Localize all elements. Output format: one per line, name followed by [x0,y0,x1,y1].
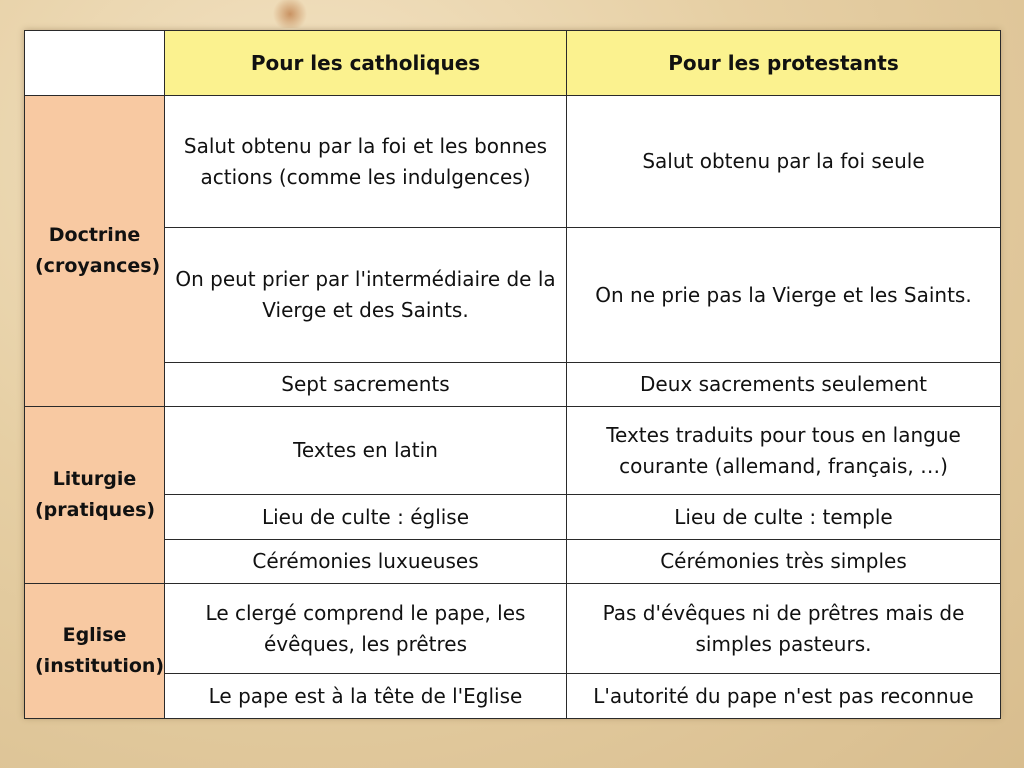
corner-cell [25,31,165,96]
protestant-cell: Lieu de culte : temple [567,495,1001,540]
catholic-cell: Sept sacrements [165,363,567,407]
category-title: Doctrine [48,223,141,246]
protestant-cell: Deux sacrements seulement [567,363,1001,407]
category-eglise [25,584,165,719]
table-row [25,540,1001,584]
catholic-cell: Le clergé comprend le pape, les évêques, les prêtres [165,584,567,674]
category-subtitle: (institution) [35,655,165,677]
protestant-cell: Salut obtenu par la foi seule [567,96,1001,228]
category-doctrine [25,96,165,407]
protestant-cell: Pas d'évêques ni de prêtres mais de simples pasteurs. [567,584,1001,674]
category-title: Liturgie [52,467,137,490]
catholic-cell: Le pape est à la tête de l'Eglise [165,674,567,719]
table-row [25,228,1001,363]
table-row [25,584,1001,674]
header-catholics: Pour les catholiques [165,31,567,96]
table-row [25,674,1001,719]
header-row [25,31,1001,96]
catholic-cell: On peut prier par l'intermédiaire de la Vierge et des Saints. [165,228,567,363]
table-row [25,363,1001,407]
category-title: Eglise [62,623,127,646]
category-subtitle: (croyances) [35,255,161,277]
protestant-cell: L'autorité du pape n'est pas reconnue [567,674,1001,719]
catholic-cell: Textes en latin [165,407,567,495]
protestant-cell: Cérémonies très simples [567,540,1001,584]
category-subtitle: (pratiques) [35,499,156,521]
comparison-sheet [24,30,1000,718]
category-liturgie [25,407,165,584]
catholic-cell: Lieu de culte : église [165,495,567,540]
table-row [25,96,1001,228]
protestant-cell: On ne prie pas la Vierge et les Saints. [567,228,1001,363]
comparison-table [24,30,1001,719]
header-protestants: Pour les protestants [567,31,1001,96]
table-row [25,495,1001,540]
catholic-cell: Salut obtenu par la foi et les bonnes actions (comme les indulgences) [165,96,567,228]
protestant-cell: Textes traduits pour tous en langue courante (allemand, français, …) [567,407,1001,495]
catholic-cell: Cérémonies luxueuses [165,540,567,584]
table-row [25,407,1001,495]
paper-stain [270,0,310,28]
